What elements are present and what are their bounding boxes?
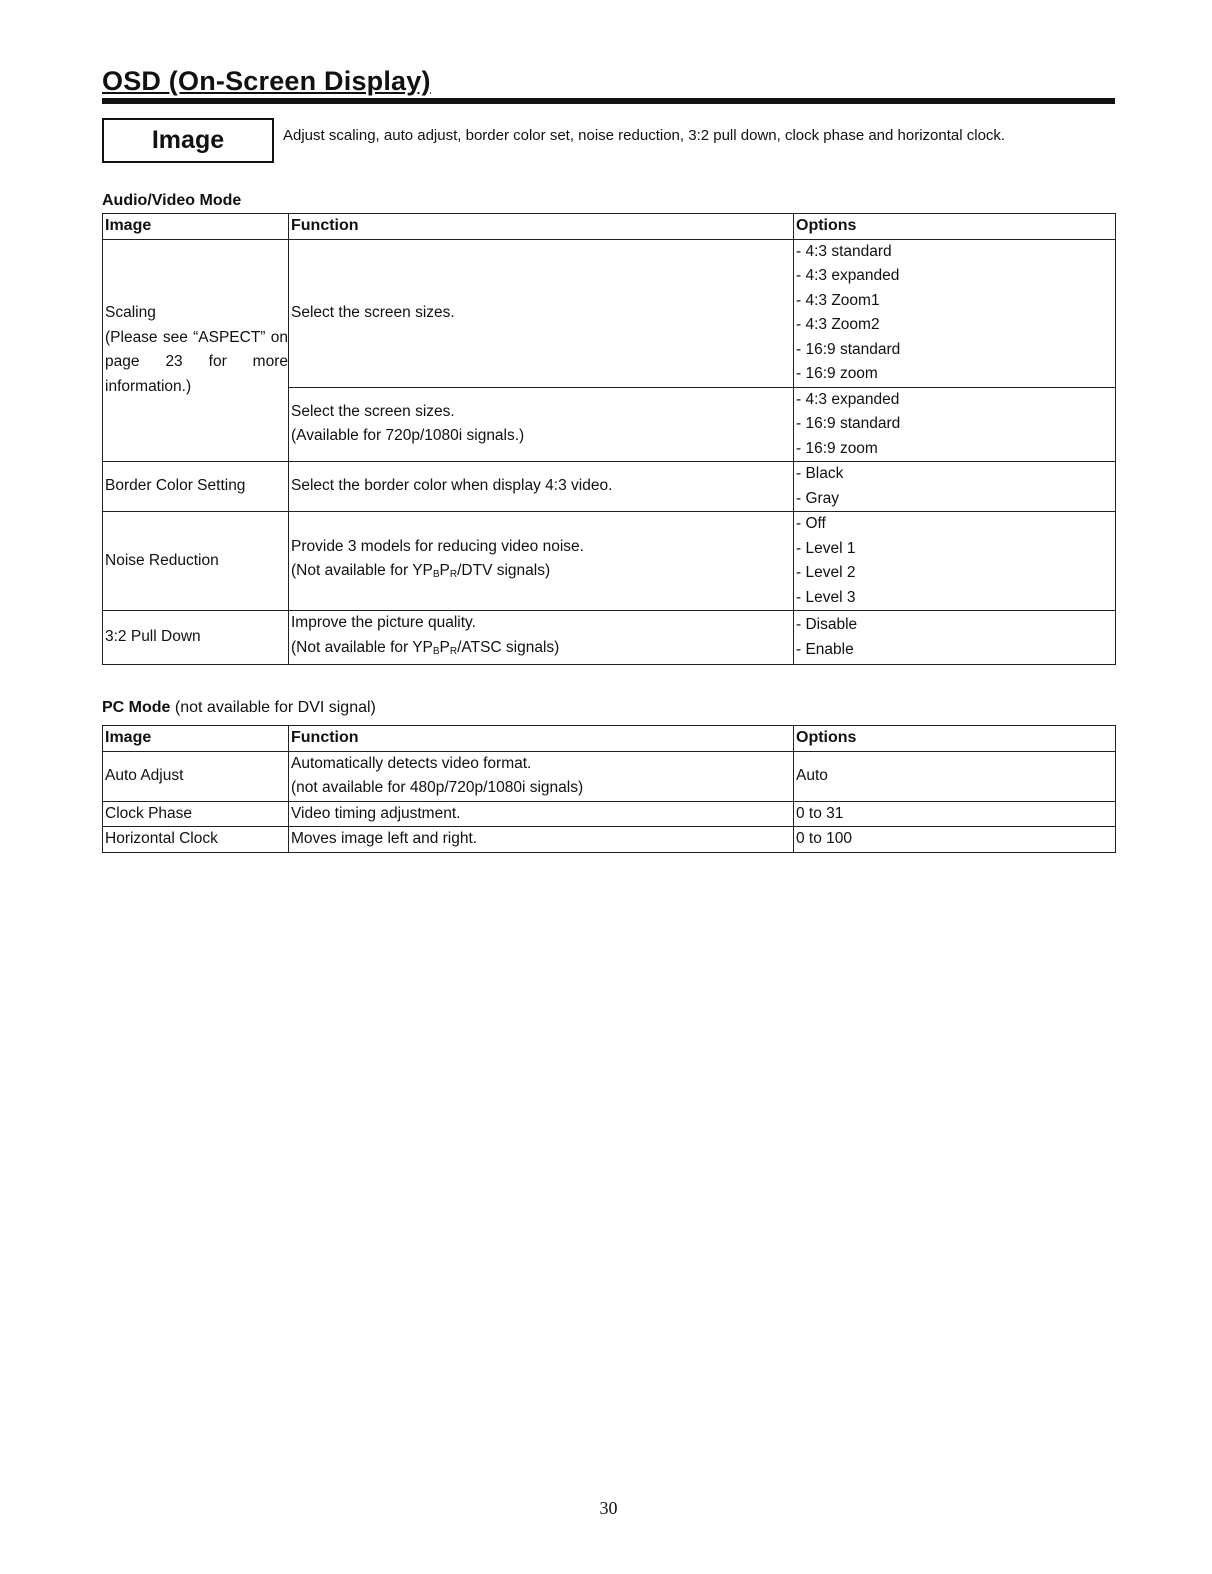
option-item: - Disable <box>796 616 858 633</box>
av-mode-table <box>102 213 1116 665</box>
scaling-label: Scaling <box>105 304 156 322</box>
table-cell: Auto Adjust <box>103 751 289 801</box>
table-row-clock-phase <box>103 801 1116 827</box>
column-header-function: Function <box>289 726 794 752</box>
option-item: - Level 3 <box>796 588 856 606</box>
auto-adjust-note: (not available for 480p/720p/1080i signals) <box>291 779 584 796</box>
option-item: - 4:3 Zoom2 <box>796 316 880 333</box>
title-rule <box>102 98 1115 104</box>
page-number: 30 <box>599 1498 618 1518</box>
option-item: - 4:3 expanded <box>796 267 900 284</box>
border-options-cell <box>794 462 1116 512</box>
section-label-box <box>102 118 274 163</box>
table-row-pull-down <box>103 611 1116 665</box>
av-mode-heading-text: Audio/Video Mode <box>102 192 242 209</box>
option-item: - 4:3 standard <box>796 242 892 260</box>
scaling-note: (Please see “ASPECT” on page 23 for more information.) <box>105 328 288 395</box>
option-item: - 16:9 standard <box>796 340 901 358</box>
table-cell: Video timing adjustment. <box>289 801 794 827</box>
noise-options-cell <box>794 512 1116 611</box>
option-item: - Gray <box>796 489 840 507</box>
option-item: - 16:9 zoom <box>796 365 878 382</box>
pulldown-options-cell <box>794 611 1116 665</box>
pulldown-function: Improve the picture quality. <box>291 614 476 631</box>
table-row-scaling <box>103 239 1116 387</box>
pc-mode-table <box>102 725 1116 853</box>
scaling-hd-function: Select the screen sizes. <box>291 402 455 420</box>
pulldown-note: (Not available for $YP_BP_R$/ATSC signals) <box>291 638 560 657</box>
border-function-cell: Select the border color when display 4:3 video. <box>289 462 794 512</box>
scaling-hd-options-cell <box>794 387 1116 462</box>
pc-mode-heading <box>102 699 376 717</box>
pc-mode-heading-text: PC Mode <box>102 699 171 716</box>
scaling-hd-note: (Available for 720p/1080i signals.) <box>291 427 525 445</box>
pulldown-image-cell: 3:2 Pull Down <box>103 611 289 665</box>
option-item: - Enable <box>796 640 854 658</box>
noise-note: (Not available for $YP_BP_R$/DTV signals) <box>291 562 551 580</box>
table-row-noise-reduction <box>103 512 1116 611</box>
table-row-horizontal-clock <box>103 827 1116 853</box>
table-cell: 0 to 31 <box>794 801 1116 827</box>
table-header-row <box>103 726 1116 752</box>
border-image-cell: Border Color Setting <box>103 462 289 512</box>
scaling-options-cell <box>794 239 1116 387</box>
option-item: - Off <box>796 515 826 532</box>
column-header-image: Image <box>103 726 289 752</box>
option-item: - 16:9 standard <box>796 415 901 432</box>
noise-image-cell: Noise Reduction <box>103 512 289 611</box>
table-row-auto-adjust <box>103 751 1116 801</box>
table-cell: Moves image left and right. <box>289 827 794 853</box>
noise-function: Provide 3 models for reducing video noise. <box>291 537 584 555</box>
table-cell <box>289 751 794 801</box>
option-item: - 4:3 expanded <box>796 390 900 408</box>
section-description: Adjust scaling, auto adjust, border color set, noise reduction, 3:2 pull down, clock phase and horizontal clock. <box>283 127 1006 144</box>
scaling-function-cell <box>289 239 794 387</box>
option-item: - 16:9 zoom <box>796 439 878 457</box>
table-row-border-color <box>103 462 1116 512</box>
option-item: - Level 2 <box>796 564 856 581</box>
column-header-options: Options <box>794 726 1116 752</box>
table-cell: Auto <box>794 751 1116 801</box>
manual-page <box>102 0 1115 1574</box>
scaling-image-cell <box>103 239 289 462</box>
noise-function-cell <box>289 512 794 611</box>
pulldown-function-cell <box>289 611 794 665</box>
table-cell: 0 to 100 <box>794 827 1116 853</box>
column-header-function: Function <box>289 214 794 240</box>
option-item: - Black <box>796 465 844 482</box>
table-header-row <box>103 214 1116 240</box>
option-item: - Level 1 <box>796 539 856 557</box>
option-item: - 4:3 Zoom1 <box>796 291 880 309</box>
scaling-function: Select the screen sizes. <box>291 303 455 321</box>
table-cell: Horizontal Clock <box>103 827 289 853</box>
auto-adjust-function: Automatically detects video format. <box>291 754 532 772</box>
page-title: OSD (On-Screen Display) <box>102 66 431 96</box>
pc-mode-heading-note: (not available for DVI signal) <box>170 699 376 716</box>
column-header-image: Image <box>103 214 289 240</box>
av-mode-heading <box>102 192 241 210</box>
scaling-hd-function-cell <box>289 387 794 462</box>
column-header-options: Options <box>794 214 1116 240</box>
section-label: Image <box>151 126 225 154</box>
table-cell: Clock Phase <box>103 801 289 827</box>
